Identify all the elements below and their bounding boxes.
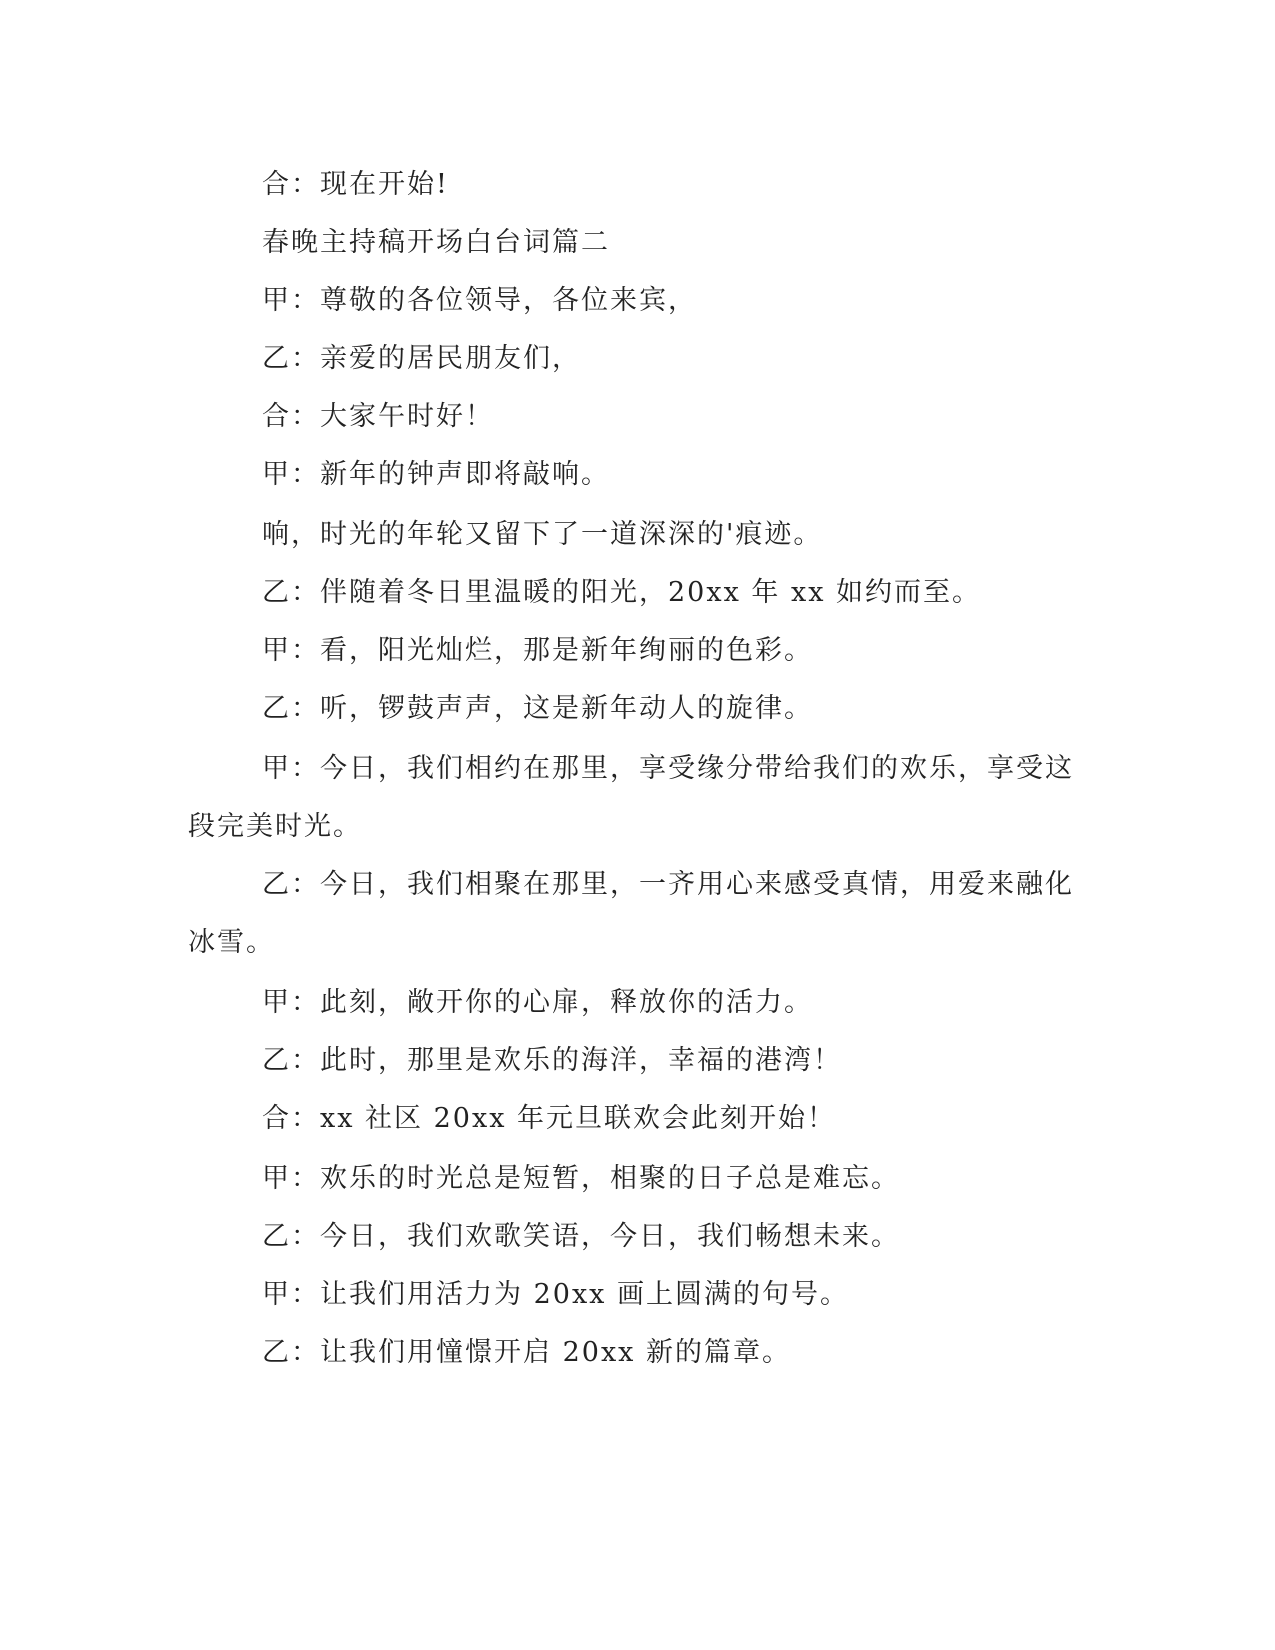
line-yi-today-1: 乙：今日，我们相聚在那里，一齐用心来感受真情，用爱来融化	[262, 869, 1074, 900]
line-yi-future: 乙：今日，我们欢歌笑语，今日，我们畅想未来。	[262, 1221, 900, 1252]
line-jia-greeting: 甲：尊敬的各位领导，各位来宾，	[262, 285, 697, 316]
line-jia-period: 甲：让我们用活力为 20xx 画上圆满的句号。	[262, 1279, 849, 1310]
line-jia-today-1: 甲：今日，我们相约在那里，享受缘分带给我们的欢乐，享受这	[262, 753, 1074, 784]
line-jia-bell: 甲：新年的钟声即将敲响。	[262, 459, 610, 490]
section-heading: 春晚主持稿开场白台词篇二	[262, 227, 610, 258]
line-yi-today-2: 冰雪。	[188, 927, 275, 958]
line-yi-greeting: 乙：亲爱的居民朋友们，	[262, 343, 581, 374]
line-jia-short-time: 甲：欢乐的时光总是短暂，相聚的日子总是难忘。	[262, 1163, 900, 1194]
line-jia-colors: 甲：看，阳光灿烂，那是新年绚丽的色彩。	[262, 635, 813, 666]
line-he-start: 合：现在开始!	[262, 169, 449, 200]
line-he-gala-start: 合：xx 社区 20xx 年元旦联欢会此刻开始！	[262, 1103, 837, 1134]
line-time-trace: 响，时光的年轮又留下了一道深深的'痕迹。	[262, 519, 823, 550]
line-jia-heart: 甲：此刻，敞开你的心扉，释放你的活力。	[262, 987, 813, 1018]
line-yi-ocean: 乙：此时，那里是欢乐的海洋，幸福的港湾！	[262, 1045, 842, 1076]
line-yi-melody: 乙：听，锣鼓声声，这是新年动人的旋律。	[262, 693, 813, 724]
line-jia-today-2: 段完美时光。	[188, 811, 362, 842]
line-he-greeting: 合：大家午时好！	[262, 401, 494, 432]
line-yi-new-chapter: 乙：让我们用憧憬开启 20xx 新的篇章。	[262, 1337, 791, 1368]
line-yi-sunshine: 乙：伴随着冬日里温暖的阳光，20xx 年 xx 如约而至。	[262, 577, 982, 608]
